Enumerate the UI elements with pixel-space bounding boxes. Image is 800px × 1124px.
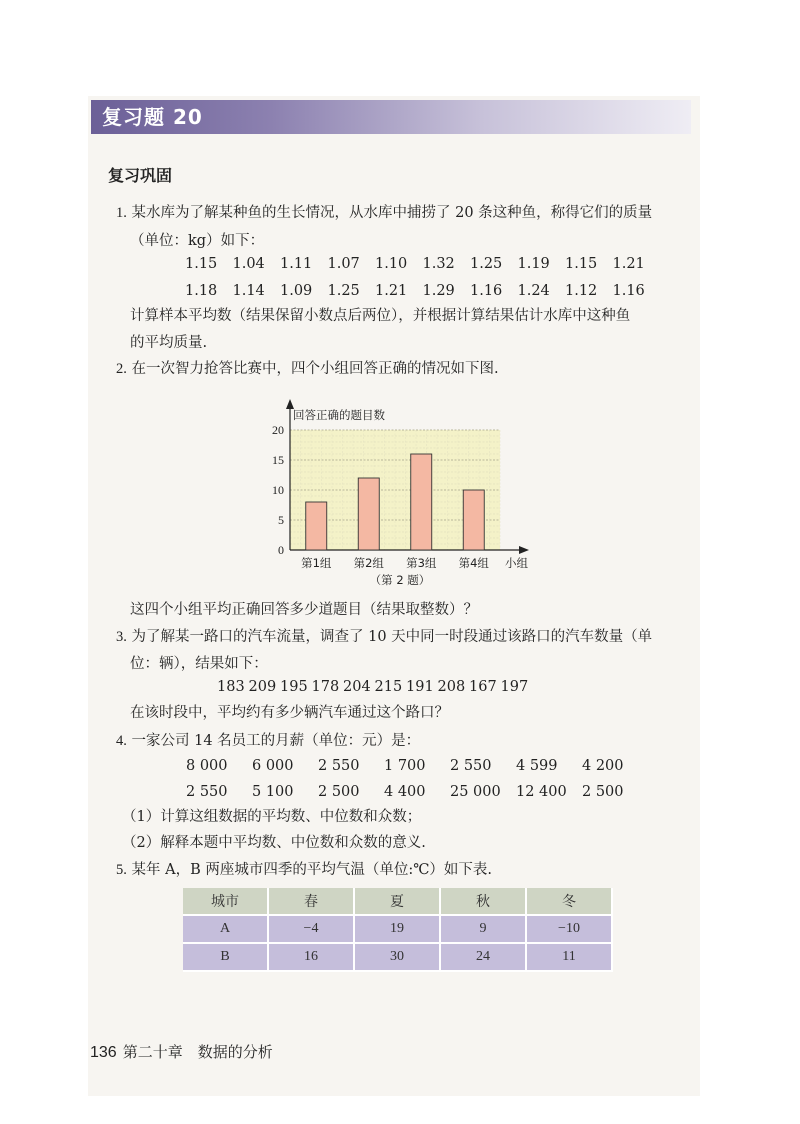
salary-value: 1 700: [384, 758, 426, 774]
q4-data-row-2: [186, 784, 648, 800]
x-tick-label: 第1组: [301, 556, 332, 570]
q1-number: 1.: [116, 205, 127, 221]
header-summer: 夏: [354, 888, 440, 915]
q1-line2: （单位：kg）如下：: [130, 233, 265, 249]
section-heading: 复习巩固: [108, 166, 173, 185]
q3-number: 3.: [116, 629, 127, 645]
q5-number: 5.: [116, 862, 127, 878]
salary-value: 2 550: [450, 758, 492, 774]
q2-text-1: 在一次智力抢答比赛中，四个小组回答正确的情况如下图.: [131, 361, 499, 377]
car-count-value: 183: [217, 679, 245, 695]
salary-value: 4 599: [516, 758, 558, 774]
fish-mass-value: 1.11: [280, 256, 313, 272]
salary-value: 8 000: [186, 758, 228, 774]
x-tick-label: 第4组: [458, 556, 489, 570]
salary-value: 4 200: [582, 758, 624, 774]
header-city: 城市: [183, 888, 268, 915]
cell-b-autumn: 24: [440, 943, 526, 971]
temperature-table: [183, 888, 613, 972]
q3-text-1: 为了解某一路口的汽车流量，调查了 10 天中同一时段通过该路口的汽车数量（单: [131, 629, 653, 645]
x-tick-label: 第3组: [406, 556, 437, 570]
cell-city-b: B: [183, 943, 268, 971]
fish-mass-value: 1.15: [565, 256, 598, 272]
x-tick-labels: [301, 556, 489, 570]
cell-b-spring: 16: [268, 943, 354, 971]
x-axis-arrow: [519, 546, 529, 554]
chapter-title: 第二十章 数据的分析: [122, 1043, 273, 1061]
fish-mass-value: 1.16: [612, 283, 645, 299]
salary-value: 2 550: [186, 784, 228, 800]
y-tick-label: 5: [278, 513, 284, 527]
bar-3: [411, 454, 432, 550]
cell-a-winter: −10: [526, 915, 612, 943]
q2-number: 2.: [116, 361, 127, 377]
salary-value: 2 550: [318, 758, 360, 774]
q3-question: 在该时段中，平均约有多少辆汽车通过这个路口？: [130, 705, 449, 721]
bar-chart: [255, 395, 555, 595]
fish-mass-value: 1.21: [612, 256, 645, 272]
page-footer: [90, 1041, 273, 1062]
car-count-value: 178: [311, 679, 340, 695]
q1-line1: [116, 203, 652, 223]
bar-2: [358, 478, 379, 550]
y-tick-label: 0: [278, 543, 284, 557]
q3-line1: [116, 627, 652, 647]
cell-a-spring: −4: [268, 915, 354, 943]
fish-mass-value: 1.07: [327, 256, 360, 272]
fish-mass-value: 1.04: [232, 256, 265, 272]
cell-a-summer: 19: [354, 915, 440, 943]
fish-mass-value: 1.32: [422, 256, 455, 272]
fish-mass-value: 1.15: [185, 256, 218, 272]
header-spring: 春: [268, 888, 354, 915]
cell-city-a: A: [183, 915, 268, 943]
fish-mass-value: 1.25: [327, 283, 360, 299]
salary-value: 4 400: [384, 784, 426, 800]
table-header-row: [183, 888, 612, 915]
fish-mass-value: 1.24: [517, 283, 550, 299]
q4-number: 4.: [116, 733, 127, 749]
page-number: 136: [90, 1044, 117, 1061]
y-tick-label: 15: [272, 453, 284, 467]
q2-line1: [116, 359, 499, 379]
y-axis-title: 回答正确的题目数: [293, 408, 385, 422]
header-autumn: 秋: [440, 888, 526, 915]
fish-mass-value: 1.18: [185, 283, 218, 299]
q5-line1: [116, 860, 492, 880]
bar-1: [306, 502, 327, 550]
q2-question: 这四个小组平均正确回答多少道题目（结果取整数）？: [130, 602, 478, 618]
y-tick-labels: [272, 423, 284, 557]
fish-mass-value: 1.21: [375, 283, 408, 299]
q1-text-1: 某水库为了解某种鱼的生长情况，从水库中捕捞了 20 条这种鱼，称得它们的质量: [131, 205, 653, 221]
fish-mass-value: 1.16: [470, 283, 503, 299]
car-count-value: 208: [437, 679, 466, 695]
q5-text-1: 某年 A，B 两座城市四季的平均气温（单位:℃）如下表.: [131, 862, 493, 878]
fish-mass-value: 1.19: [517, 256, 550, 272]
x-axis-title: 小组: [505, 556, 528, 570]
salary-value: 25 000: [450, 784, 501, 800]
q3-line2: 位：辆），结果如下：: [130, 656, 268, 672]
salary-value: 6 000: [252, 758, 294, 774]
y-tick-label: 10: [272, 483, 284, 497]
fish-mass-value: 1.14: [232, 283, 265, 299]
car-count-value: 195: [280, 679, 308, 695]
salary-value: 2 500: [318, 784, 360, 800]
q4-sub-1: （1）计算这组数据的平均数、中位数和众数；: [122, 809, 422, 825]
fish-mass-value: 1.10: [375, 256, 408, 272]
q4-line1: [116, 731, 420, 751]
q1-line4: 的平均质量.: [130, 335, 208, 351]
salary-value: 2 500: [582, 784, 624, 800]
y-tick-label: 20: [272, 423, 284, 437]
fish-mass-value: 1.25: [470, 256, 503, 272]
cell-b-winter: 11: [526, 943, 612, 971]
car-count-value: 209: [248, 679, 277, 695]
cell-a-autumn: 9: [440, 915, 526, 943]
salary-value: 12 400: [516, 784, 567, 800]
table-row: [183, 943, 612, 971]
figure-caption: （第 2 题）: [369, 573, 431, 587]
salary-value: 5 100: [252, 784, 294, 800]
q4-text-1: 一家公司 14 名员工的月薪（单位：元）是：: [131, 733, 421, 749]
x-tick-label: 第2组: [353, 556, 384, 570]
header-winter: 冬: [526, 888, 612, 915]
car-count-value: 191: [406, 679, 434, 695]
car-count-value: 167: [469, 679, 497, 695]
q1-data-row-2: [185, 283, 660, 299]
cell-b-summer: 30: [354, 943, 440, 971]
q4-data-row-1: [186, 758, 648, 774]
fish-mass-value: 1.09: [280, 283, 313, 299]
car-count-value: 197: [500, 679, 529, 695]
bar-4: [463, 490, 484, 550]
fish-mass-value: 1.12: [565, 283, 598, 299]
q1-data-row-1: [185, 256, 660, 272]
exercise-title: 复习题 20: [102, 105, 203, 129]
fish-mass-value: 1.29: [422, 283, 455, 299]
q3-data-row: [217, 679, 532, 695]
car-count-value: 204: [343, 679, 371, 695]
q1-line3: 计算样本平均数（结果保留小数点后两位），并根据计算结果估计水库中这种鱼: [130, 308, 631, 324]
car-count-value: 215: [374, 679, 403, 695]
table-row: [183, 915, 612, 943]
q4-sub-2: （2）解释本题中平均数、中位数和众数的意义.: [122, 835, 426, 851]
